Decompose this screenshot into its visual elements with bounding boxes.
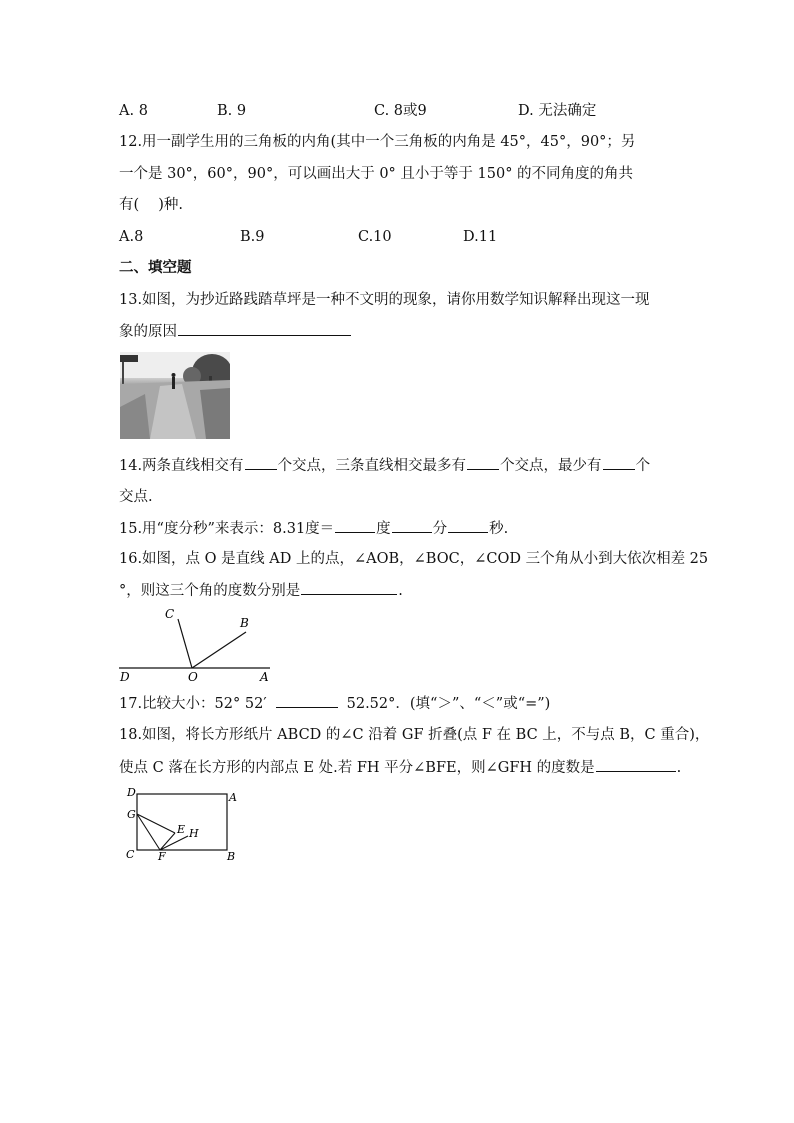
lawn-path-photo — [120, 352, 230, 439]
q11-option-c: C. 8或9 — [374, 103, 427, 119]
segment-fe — [160, 833, 175, 850]
q12-option-c: C.10 — [358, 229, 392, 245]
label-h: H — [189, 827, 199, 840]
q14-blank-1[interactable] — [245, 455, 277, 470]
label-c: C — [126, 848, 135, 861]
q15-part3: 分 — [432, 521, 448, 537]
segment-fh — [160, 836, 188, 850]
label-a: A — [229, 791, 237, 804]
section-title-fill-in: 二、填空题 — [119, 260, 192, 276]
q17-part1: 17.比较大小：52° 52′ — [119, 696, 267, 712]
q18-fold-figure — [120, 784, 250, 864]
q12-line1: 12.用一副学生用的三角板的内角(其中一个三角板的内角是 45°，45°，90°；另 — [119, 134, 636, 150]
q17-part2: 52.52°．(填“＞”、“＜”或“=”) — [346, 696, 551, 712]
q18-answer-blank[interactable] — [596, 757, 676, 772]
q12-line3: 有( )种. — [119, 197, 184, 213]
q14-blank-2[interactable] — [467, 455, 499, 470]
q15-line — [119, 518, 508, 539]
label-a: A — [260, 670, 269, 684]
q17-line — [119, 693, 550, 714]
label-c: C — [165, 607, 175, 621]
q14-part1: 14.两条直线相交有 — [119, 458, 244, 474]
q12-option-a: A.8 — [119, 229, 144, 245]
ray-oc — [178, 619, 192, 668]
q11-option-a: A. 8 — [119, 103, 148, 119]
label-e: E — [177, 823, 186, 836]
q16-answer-blank[interactable] — [301, 580, 397, 595]
q14-line1 — [119, 455, 650, 476]
q15-part2: 度 — [376, 521, 391, 537]
q14-line2: 交点. — [119, 489, 153, 505]
label-f: F — [158, 850, 166, 863]
q18-line2-end: . — [676, 760, 682, 776]
q14-part4: 个 — [635, 458, 651, 474]
q16-line2-end: . — [398, 583, 403, 599]
q13-line2 — [119, 321, 352, 342]
q13-line2-text: 象的原因 — [119, 324, 177, 340]
q12-option-d: D.11 — [463, 229, 498, 245]
q14-part3: 个交点，最少有 — [500, 458, 602, 474]
label-b: B — [240, 616, 249, 630]
q14-part2: 个交点，三条直线相交最多有 — [277, 458, 467, 474]
q17-answer-blank[interactable] — [276, 693, 338, 708]
rectangle-abcd — [137, 794, 227, 850]
q15-blank-seconds[interactable] — [448, 518, 488, 533]
label-o: O — [188, 670, 198, 684]
q11-option-d: D. 无法确定 — [518, 103, 597, 119]
q12-line2: 一个是 30°，60°，90°，可以画出大于 0° 且小于等于 150° 的不同角度的角共 — [119, 166, 634, 182]
q16-line2 — [119, 580, 403, 601]
q18-line2-text: 使点 C 落在长方形的内部点 E 处.若 FH 平分∠BFE，则∠GFH 的度数是 — [119, 760, 595, 776]
lawn-path-photo-art — [120, 352, 230, 439]
q14-blank-3[interactable] — [603, 455, 635, 470]
q15-blank-degrees[interactable] — [335, 518, 375, 533]
q16-angle-figure — [112, 604, 282, 684]
q18-line1: 18.如图，将长方形纸片 ABCD 的∠C 沿着 GF 折叠(点 F 在 BC 上，不与点 B，C 重合)， — [119, 727, 710, 743]
q11-option-b: B. 9 — [217, 103, 247, 119]
q13-answer-blank[interactable] — [178, 321, 351, 336]
q18-line2 — [119, 757, 681, 778]
label-d: D — [127, 786, 136, 799]
ray-ob — [192, 632, 246, 668]
q13-line1: 13.如图，为抄近路践踏草坪是一种不文明的现象，请你用数学知识解释出现这一现 — [119, 292, 650, 308]
q16-line2-text: °，则这三个角的度数分别是 — [119, 583, 301, 599]
label-g: G — [127, 808, 136, 821]
label-d: D — [120, 670, 130, 684]
q15-part1: 15.用“度分秒”来表示：8.31度＝ — [119, 521, 335, 537]
label-b: B — [227, 850, 236, 863]
q15-part4: 秒. — [489, 521, 509, 537]
q15-blank-minutes[interactable] — [392, 518, 432, 533]
q12-option-b: B.9 — [240, 229, 265, 245]
q16-line1: 16.如图，点 O 是直线 AD 上的点，∠AOB，∠BOC，∠COD 三个角从小到大依次相差 25 — [119, 551, 709, 567]
